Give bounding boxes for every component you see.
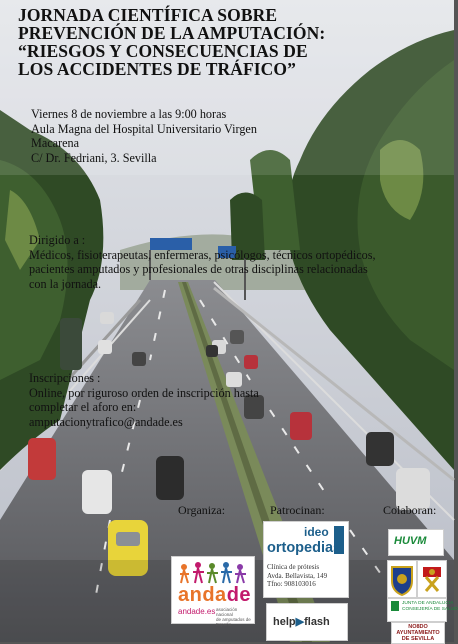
audience-line-2: pacientes amputados y profesionales de otras disciplinas relacionadas (29, 262, 368, 277)
audience-line-1: Médicos, fisioterapeutas, enfermeras, psicólogos, técnicos ortopédicos, (29, 247, 376, 262)
helpflash-help: help (273, 616, 296, 628)
poster-title (18, 6, 438, 78)
organiza-label: Organiza: (178, 503, 226, 517)
junta-line-1: JUNTA DE ANDALUCIA (402, 601, 454, 606)
title-line-2: PREVENCIÓN DE LA AMPUTACIÓN: (18, 23, 326, 43)
event-details (31, 107, 257, 165)
guardia-civil-icon (423, 567, 441, 591)
registration-section (29, 371, 259, 429)
ideo-line-2: Avda. Bellavista, 149 (267, 571, 328, 580)
colaboran-label: Colaboran: (383, 503, 437, 517)
ideo-line-1: Clínica de prótesis (267, 563, 320, 571)
event-venue-line-2: Macarena (31, 136, 80, 151)
nodo-line-1: NO8DO (408, 624, 428, 630)
event-date: Viernes 8 de noviembre a las 9:00 horas (31, 107, 227, 121)
junta-shield-icon (391, 601, 399, 611)
nodo-line-3: DE SEVILLA (401, 636, 435, 642)
andade-logo[interactable] (171, 556, 255, 627)
crest-icon (392, 567, 412, 595)
ayuntamiento-sevilla-logo[interactable] (391, 622, 445, 644)
people-figures-icon (180, 562, 246, 583)
guardia-civil-emblem[interactable] (417, 560, 447, 598)
huvm-label: HUVM (394, 535, 427, 547)
ideo-ortopedias-name: ortopedias (267, 540, 342, 556)
andade-tagline-1: asociación nacional (216, 607, 238, 617)
junta-line-2: CONSEJERÍA DE SALUD (402, 607, 458, 612)
title-line-4: LOS ACCIDENTES DE TRÁFICO” (18, 59, 296, 79)
audience-line-3: con la jornada. (29, 276, 102, 291)
shield-emblem-left[interactable] (387, 560, 417, 598)
helpflash-flash: flash (304, 616, 330, 628)
event-venue-line-1: Aula Magna del Hospital Universitario Virgen (31, 121, 257, 136)
ideo-line-3: Tfno: 908103016 (267, 580, 316, 588)
junta-andalucia-logo[interactable] (387, 598, 458, 622)
title-line-1: JORNADA CIENTÍFICA SOBRE (18, 5, 278, 25)
patrocinan-label: Patrocinan: (270, 503, 325, 517)
event-address: C/ Dr. Fedriani, 3. Sevilla (31, 150, 157, 165)
huvm-logo[interactable] (388, 529, 444, 556)
nodo-line-2: AYUNTAMIENTO (396, 630, 440, 636)
andade-tagline-2: de amputados de España (216, 617, 251, 627)
title-line-3: “RIESGOS Y CONSECUENCIAS DE (18, 41, 308, 61)
registration-line-1: Online, por riguroso orden de inscripción hasta (29, 385, 259, 400)
helpflash-logo[interactable]: help▶flash (266, 603, 348, 641)
andade-web: andade.es (178, 607, 216, 616)
audience-label: Dirigido a : (29, 233, 86, 247)
ideo-ortopedias-logo[interactable] (263, 521, 349, 598)
andade-name-a: anda (178, 584, 227, 606)
registration-email[interactable]: amputacionytrafico@andade.es (29, 414, 183, 429)
registration-line-2: completar el aforo en: (29, 400, 137, 415)
audience-section (29, 233, 376, 291)
ideo-name: ideo (304, 525, 329, 539)
registration-label: Inscripciones : (29, 371, 101, 385)
andade-name-b: de (226, 584, 252, 606)
